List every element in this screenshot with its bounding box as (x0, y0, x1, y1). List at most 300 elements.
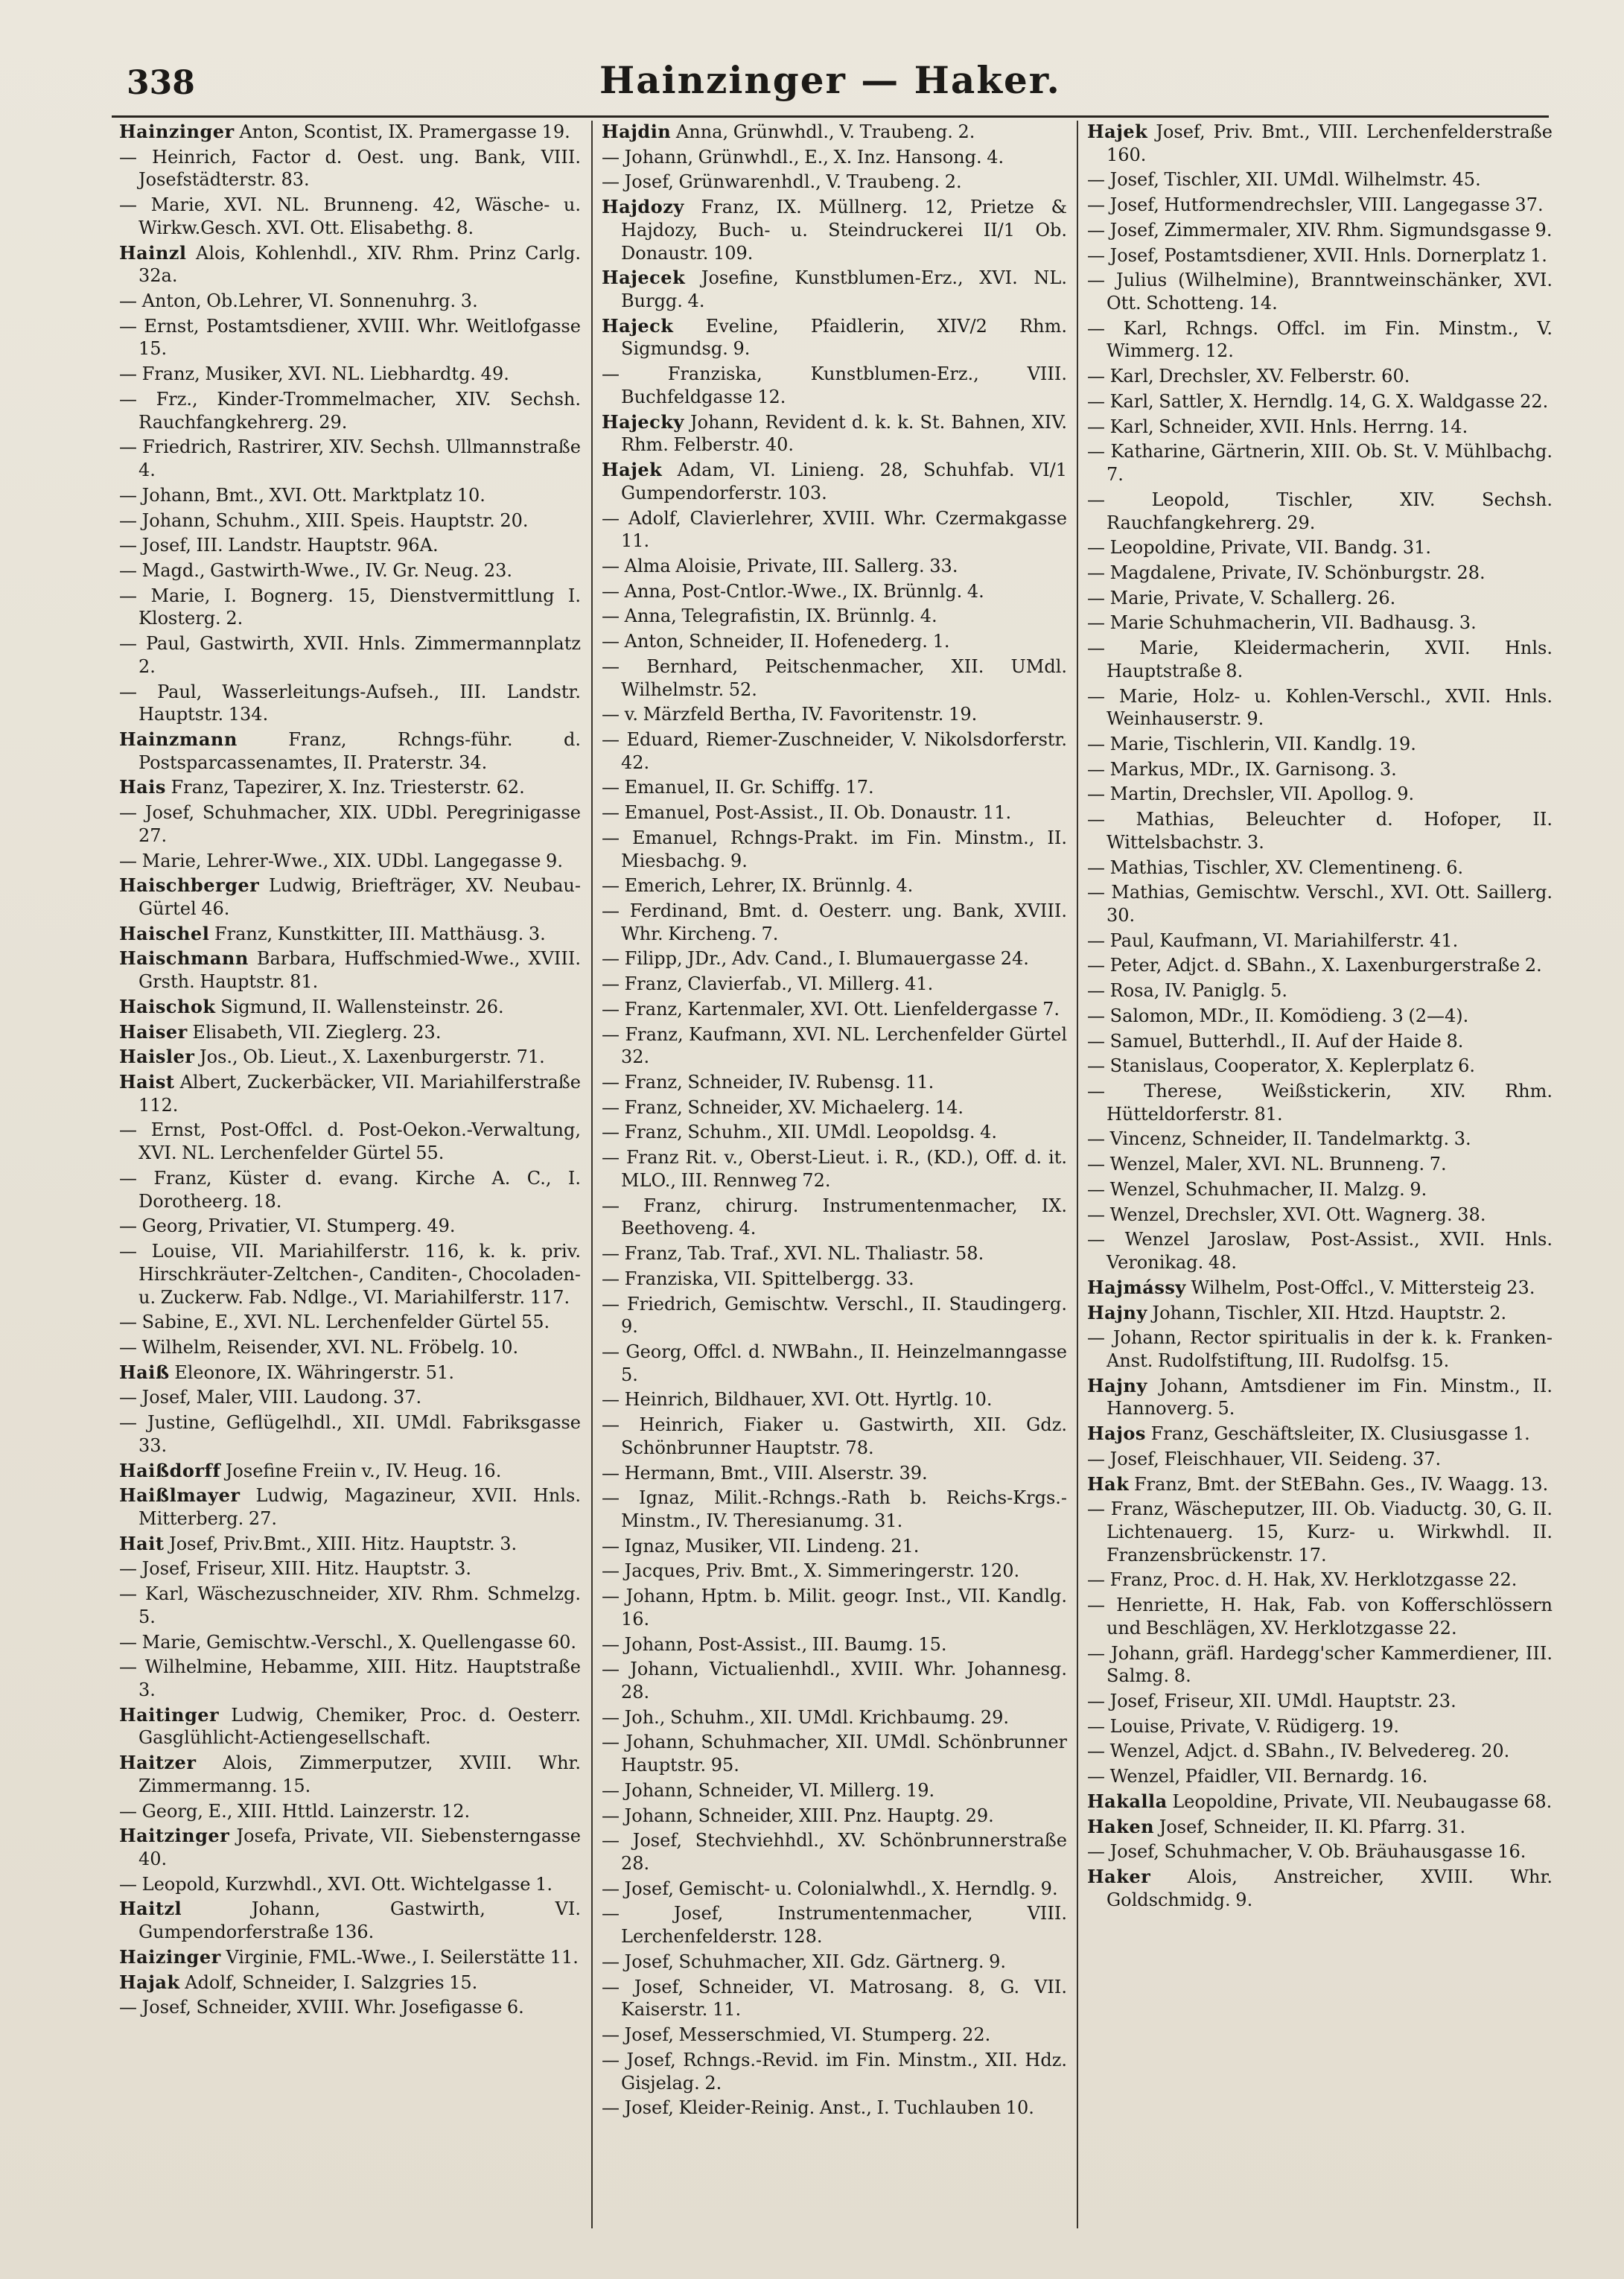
entry-text: — Heinrich, Fiaker u. Gastwirth, XII. Gdz. Schönbrunner Hauptstr. 78. (602, 1414, 1067, 1458)
entry-text: Johann, Amtsdiener im Fin. Minstm., II. Hannoverg. 5. (1106, 1375, 1553, 1420)
entry-text: — Franz, Schneider, IV. Rubensg. 11. (602, 1072, 934, 1093)
directory-entry (119, 194, 581, 239)
directory-entry (1087, 1840, 1553, 1863)
directory-entry (119, 121, 581, 144)
entry-surname: Haker (1087, 1866, 1151, 1888)
directory-entry (602, 1268, 1067, 1291)
directory-entry (1087, 1690, 1553, 1713)
directory-entry (119, 1873, 581, 1896)
directory-entry (602, 1902, 1067, 1948)
entry-text: — Josef, Schneider, XVIII. Whr. Josefigasse 6. (119, 1997, 524, 2018)
entry-text: — Franz, Schneider, XV. Michaelerg. 14. (602, 1096, 964, 1118)
directory-entry (602, 555, 1067, 578)
directory-entry (1087, 1498, 1553, 1566)
entry-text: Adam, VI. Linieng. 28, Schuhfab. VI/1 Gumpendorferstr. 103. (621, 460, 1067, 503)
entry-text: — Emanuel, Post-Assist., II. Ob. Donaustr. 11. (602, 802, 1012, 824)
directory-entry (602, 827, 1067, 872)
entry-text: Franz, Rchngs-führ. d. Postsparcassenamtes, II. Praterstr. 34. (138, 728, 581, 773)
directory-entry (1087, 1204, 1553, 1227)
entry-surname: Haißlmayer (119, 1484, 241, 1507)
entry-text: — Johann, Grünwhdl., E., X. Inz. Hansong. 4. (602, 146, 1004, 168)
directory-entry (602, 2097, 1067, 2120)
entry-text: — Johann, Post-Assist., III. Baumg. 15. (602, 1633, 947, 1655)
directory-entry (119, 1215, 581, 1238)
entry-text: — Heinrich, Factor d. Oest. ung. Bank, VIII. Josefstädterstr. 83. (119, 146, 581, 191)
directory-entry (602, 1023, 1067, 1069)
directory-entry (602, 655, 1067, 701)
directory-entry (119, 874, 581, 920)
entry-text: — Josef, Postamtsdiener, XVII. Hnls. Dornerplatz 1. (1087, 244, 1547, 266)
entry-text: — Franziska, VII. Spittelbergg. 33. (602, 1268, 914, 1289)
directory-entry (602, 1878, 1067, 1901)
directory-entry (119, 1557, 581, 1580)
directory-entry (1087, 219, 1553, 242)
entry-surname: Hajek (1087, 121, 1148, 142)
page-header (104, 58, 1556, 110)
entry-surname: Haischel (119, 922, 210, 944)
directory-entry (119, 388, 581, 433)
directory-entry (119, 1021, 581, 1044)
directory-entry (602, 900, 1067, 945)
directory-entry (602, 2024, 1067, 2047)
entry-text: Sigmund, II. Wallensteinstr. 26. (220, 996, 504, 1017)
directory-entry (602, 1146, 1067, 1192)
entry-text: — Karl, Sattler, X. Herndlg. 14, G. X. Waldgasse 22. (1087, 390, 1549, 412)
entry-text: — Leopold, Kurzwhdl., XVI. Ott. Wichtelgasse 1. (119, 1873, 553, 1895)
entry-text: — Josef, Friseur, XIII. Hitz. Hauptstr. 3. (119, 1558, 471, 1580)
entry-text: Jos., Ob. Lieut., X. Laxenburgerstr. 71. (200, 1046, 545, 1068)
entry-text: — Josef, Schuhmacher, V. Ob. Bräuhausgasse 16. (1087, 1841, 1526, 1863)
directory-entry (1087, 1277, 1553, 1300)
directory-entry (119, 290, 581, 313)
directory-entry (119, 1971, 581, 1994)
entry-text: — Ferdinand, Bmt. d. Oesterr. ung. Bank, XVIII. Whr. Kircheng. 7. (602, 900, 1067, 944)
directory-entry (119, 1167, 581, 1212)
directory-entry (1087, 929, 1553, 953)
directory-entry (119, 1631, 581, 1654)
directory-entry (1087, 954, 1553, 977)
entry-text: — Mathias, Tischler, XV. Clementineng. 6. (1087, 856, 1464, 878)
entry-text: — Wenzel Jaroslaw, Post-Assist., XVII. Hnls. Veronikag. 48. (1087, 1229, 1553, 1274)
directory-entry (602, 1805, 1067, 1828)
directory-entry (602, 703, 1067, 726)
entry-text: — Karl, Schneider, XVII. Hnls. Herrng. 14. (1087, 416, 1468, 437)
directory-entry (1087, 1375, 1553, 1420)
directory-entry (602, 146, 1067, 169)
entry-text: Barbara, Huffschmied-Wwe., XVIII. Grsth. Hauptstr. 81. (138, 948, 581, 993)
entry-text: — Frz., Kinder-Trommelmacher, XIV. Sechsh. Rauchfangkehrerg. 29. (119, 388, 581, 433)
directory-entry (1087, 1326, 1553, 1372)
directory-entry (1087, 1448, 1553, 1471)
directory-entry (1087, 194, 1553, 217)
entry-surname: Haißdorff (119, 1459, 221, 1481)
directory-entry (602, 171, 1067, 194)
directory-entry (119, 585, 581, 630)
entry-surname: Hajek (602, 459, 663, 481)
entry-text: — Karl, Rchngs. Offcl. im Fin. Minstm., V. Wimmerg. 12. (1087, 317, 1553, 362)
directory-entry (119, 776, 581, 799)
directory-entry (119, 1656, 581, 1701)
directory-entry (602, 2049, 1067, 2094)
page-number: 338 (127, 64, 195, 102)
directory-entry (602, 1096, 1067, 1119)
entry-text: — Anna, Post-Cntlor.-Wwe., IX. Brünnlg. 4. (602, 580, 984, 602)
directory-entry (602, 1633, 1067, 1656)
entry-text: — v. Märzfeld Bertha, IV. Favoritenstr. 19. (602, 704, 978, 725)
directory-entry (1087, 808, 1553, 854)
directory-entry (602, 1951, 1067, 1974)
directory-entry (1087, 1740, 1553, 1763)
entry-surname: Hajecek (602, 267, 686, 289)
entry-text: — Johann, Schneider, VI. Millerg. 19. (602, 1779, 935, 1801)
entry-surname: Hajeck (602, 314, 674, 337)
entry-text: Josefa, Private, VII. Siebensterngasse 40. (138, 1825, 581, 1870)
directory-entry (1087, 269, 1553, 314)
entry-text: — Emanuel, Rchngs-Prakt. im Fin. Minstm., II. Miesbachg. 9. (602, 827, 1067, 871)
entry-text: — Johann, Schuhm., XIII. Speis. Hauptstr. 20. (119, 509, 529, 531)
entry-text: — Josef, Schuhmacher, XII. Gdz. Gärtnerg. 9. (602, 1951, 1007, 1972)
entry-surname: Haist (119, 1071, 175, 1093)
directory-entry (1087, 611, 1553, 635)
entry-text: Albert, Zuckerbäcker, VII. Mariahilferstraße 112. (138, 1072, 581, 1116)
entry-text: — Josef, Rchngs.-Revid. im Fin. Minstm., XII. Hdz. Gisjelag. 2. (602, 2049, 1067, 2094)
directory-entry (1087, 1715, 1553, 1738)
directory-entry (602, 630, 1067, 653)
entry-text: — Alma Aloisie, Private, III. Sallerg. 33. (602, 555, 958, 576)
column-2 (602, 121, 1067, 2251)
header-rule (112, 115, 1549, 118)
directory-entry (119, 1046, 581, 1069)
directory-entry (602, 1731, 1067, 1776)
entry-surname: Hajos (1087, 1423, 1146, 1445)
entry-text: — Wenzel, Schuhmacher, II. Malzg. 9. (1087, 1178, 1427, 1200)
entry-text: — Josef, Hutformendrechsler, VIII. Langegasse 37. (1087, 194, 1544, 216)
directory-entry (1087, 881, 1553, 926)
directory-entry (1087, 587, 1553, 610)
directory-entry (1087, 1302, 1553, 1325)
directory-entry (119, 728, 581, 774)
entry-text: — Karl, Wäschezuschneider, XIV. Rhm. Schmelzg. 5. (119, 1583, 581, 1627)
directory-entry (1087, 979, 1553, 1002)
entry-text: — Anna, Telegrafistin, IX. Brünnlg. 4. (602, 605, 937, 627)
entry-text: — Josef, Stechviehhdl., XV. Schönbrunnerstraße 28. (602, 1830, 1067, 1875)
entry-text: Virginie, FML.-Wwe., I. Seilerstätte 11. (226, 1946, 579, 1968)
entry-text: — Marie, Gemischtw.-Verschl., X. Quellengasse 60. (119, 1631, 577, 1653)
entry-text: — Franz, Kaufmann, XVI. NL. Lerchenfelder Gürtel 32. (602, 1023, 1067, 1068)
entry-text: Ludwig, Chemiker, Proc. d. Oesterr. Gasglühlicht-Actiengesellschaft. (138, 1704, 581, 1749)
directory-entry (119, 509, 581, 533)
entry-text: — Johann, Schneider, XIII. Pnz. Hauptg. 29. (602, 1805, 994, 1826)
directory-entry (602, 315, 1067, 360)
entry-text: — Josef, Friseur, XII. UMdl. Hauptstr. 23. (1087, 1691, 1456, 1711)
entry-text: — Bernhard, Peitschenmacher, XII. UMdl. Wilhelmstr. 52. (602, 655, 1067, 700)
entry-text: Leopoldine, Private, VII. Neubaugasse 68. (1172, 1790, 1553, 1812)
entry-text: — Ernst, Postamtsdiener, XVIII. Whr. Weitlofgasse 15. (119, 315, 581, 360)
directory-entry (1087, 1594, 1553, 1639)
entry-text: — Marie, XVI. NL. Brunneng. 42, Wäsche- u. Wirkw.Gesch. XVI. Ott. Elisabethg. 8. (119, 194, 581, 238)
directory-entry (602, 1658, 1067, 1703)
directory-entry (602, 121, 1067, 144)
directory-entry (602, 1560, 1067, 1583)
entry-text: Alois, Zimmerputzer, XVIII. Whr. Zimmermanng. 15. (138, 1752, 581, 1796)
entry-text: — Anton, Schneider, II. Hofenederg. 1. (602, 631, 950, 652)
directory-entry (1087, 121, 1553, 166)
directory-entry (119, 146, 581, 191)
entry-text: — Julius (Wilhelmine), Branntweinschänker, XVI. Ott. Schotteng. 14. (1087, 270, 1553, 314)
directory-entry (602, 973, 1067, 996)
entry-surname: Haisler (119, 1046, 195, 1068)
entry-text: — Wenzel, Maler, XVI. NL. Brunneng. 7. (1087, 1154, 1447, 1175)
entry-text: — Markus, MDr., IX. Garnisong. 3. (1087, 758, 1397, 780)
directory-entry (602, 411, 1067, 457)
entry-text: — Ignaz, Musiker, VII. Lindeng. 21. (602, 1535, 920, 1557)
running-head: Hainzinger — Haker. (599, 58, 1061, 102)
entry-text: — Franz, Proc. d. H. Hak, XV. Herklotzgasse 22. (1087, 1569, 1518, 1591)
entry-text: Alois, Anstreicher, XVIII. Whr. Goldschmidg. 9. (1106, 1866, 1553, 1910)
entry-text: — Franz, Küster d. evang. Kirche A. C., I. Dorotheerg. 18. (119, 1167, 581, 1212)
entry-text: — Franziska, Kunstblumen-Erz., VIII. Buchfeldgasse 12. (602, 363, 1067, 407)
entry-text: — Adolf, Clavierlehrer, XVIII. Whr. Czermakgasse 11. (602, 507, 1067, 552)
entry-text: Franz, IX. Müllnerg. 12, Prietze & Hajdozy, Buch- u. Steindruckerei II/1 Ob. Donaustr. 109. (621, 197, 1067, 264)
directory-entry (119, 1311, 581, 1334)
entry-text: Eveline, Pfaidlerin, XIV/2 Rhm. Sigmundsg. 9. (621, 315, 1067, 360)
entry-surname: Hajny (1087, 1374, 1147, 1396)
directory-entry (602, 1242, 1067, 1265)
directory-entry (119, 1119, 581, 1164)
directory-entry (602, 196, 1067, 264)
entry-text: Josefine, Kunstblumen-Erz., XVI. NL. Burgg. 4. (621, 267, 1067, 312)
entry-text: — Joh., Schuhm., XII. UMdl. Krichbaumg. 29. (602, 1706, 1009, 1728)
entry-text: — Emerich, Lehrer, IX. Brünnlg. 4. (602, 875, 914, 897)
entry-surname: Hajak (119, 1971, 180, 1993)
entry-text: Anton, Scontist, IX. Pramergasse 19. (239, 121, 570, 142)
directory-entry (602, 1487, 1067, 1532)
directory-entry (1087, 637, 1553, 682)
directory-entry (602, 1195, 1067, 1240)
entry-text: — Johann, Victualienhdl., XVIII. Whr. Johannesg. 28. (602, 1659, 1067, 1703)
entry-text: — Jacques, Priv. Bmt., X. Simmeringerstr. 120. (602, 1560, 1020, 1582)
directory-entry (602, 1293, 1067, 1338)
entry-text: — Josef, Kleider-Reinig. Anst., I. Tuchlauben 10. (602, 2097, 1034, 2119)
entry-surname: Hait (119, 1532, 165, 1554)
entry-text: — Georg, Privatier, VI. Stumperg. 49. (119, 1215, 456, 1237)
directory-entry (602, 1462, 1067, 1485)
entry-surname: Hak (1087, 1472, 1130, 1495)
entry-text: — Marie, Lehrer-Wwe., XIX. UDbl. Langegasse 9. (119, 850, 563, 871)
directory-entry (1087, 390, 1553, 413)
entry-text: — Peter, Adjct. d. SBahn., X. Laxenburgerstraße 2. (1087, 955, 1542, 976)
directory-entry (119, 1898, 581, 1943)
directory-entry (1087, 168, 1553, 191)
entry-text: — Josef, III. Landstr. Hauptstr. 96A. (119, 535, 439, 556)
entry-text: — Franz Rit. v., Oberst-Lieut. i. R., (KD.), Off. d. it. MLO., III. Rennweg 72. (602, 1147, 1067, 1191)
entry-text: — Josef, Maler, VIII. Laudong. 37. (119, 1387, 422, 1408)
entry-text: — Josef, Schuhmacher, XIX. UDbl. Peregrinigasse 27. (119, 802, 581, 846)
directory-entry (602, 1341, 1067, 1386)
directory-entry (119, 1752, 581, 1797)
directory-entry (1087, 1055, 1553, 1078)
directory-entry (119, 996, 581, 1019)
directory-entry (602, 580, 1067, 603)
entry-text: — Wenzel, Drechsler, XVI. Ott. Wagnerg. 38. (1087, 1204, 1486, 1225)
column-3 (1087, 121, 1553, 2251)
directory-entry (1087, 783, 1553, 806)
directory-entry (602, 1976, 1067, 2021)
directory-entry (1087, 1765, 1553, 1788)
entry-text: — Stanislaus, Cooperator, X. Keplerplatz 6. (1087, 1055, 1475, 1077)
entry-text: Josef, Schneider, II. Kl. Pfarrg. 31. (1159, 1816, 1466, 1837)
directory-entry (119, 363, 581, 386)
entry-surname: Hakalla (1087, 1790, 1168, 1812)
entry-text: — Rosa, IV. Paniglg. 5. (1087, 980, 1287, 1002)
entry-text: — Josef, Grünwarenhdl., V. Traubeng. 2. (602, 171, 962, 193)
entry-text: — Franz, chirurg. Instrumentenmacher, IX. Beethoveng. 4. (602, 1195, 1067, 1239)
entry-text: — Wenzel, Adjct. d. SBahn., IV. Belvedereg. 20. (1087, 1741, 1510, 1762)
entry-text: — Franz, Wäscheputzer, III. Ob. Viaductg. 30, G. II. Lichtenauerg. 15, Kurz- u. Wirkwhdl. II. Franzensbrückenstr. 17. (1087, 1498, 1553, 1566)
directory-entry (1087, 1790, 1553, 1814)
entry-text: Wilhelm, Post-Offcl., V. Mittersteig 23. (1191, 1277, 1535, 1298)
directory-entry (119, 1336, 581, 1359)
directory-entry (1087, 1128, 1553, 1151)
entry-surname: Haitinger (119, 1703, 220, 1726)
entry-text: Eleonore, IX. Währingerstr. 51. (174, 1361, 454, 1383)
directory-entry (602, 1829, 1067, 1875)
entry-surname: Haiß (119, 1361, 170, 1383)
entry-surname: Haischok (119, 995, 216, 1017)
entry-text: — Johann, gräfl. Hardegg'scher Kammerdiener, III. Salmg. 8. (1087, 1642, 1553, 1687)
entry-text: — Marie, Tischlerin, VII. Kandlg. 19. (1087, 733, 1416, 754)
entry-text: Franz, Bmt. der StEBahn. Ges., IV. Waagg. 13. (1134, 1473, 1549, 1495)
entry-text: — Paul, Wasserleitungs-Aufseh., III. Landstr. Hauptstr. 134. (119, 681, 581, 725)
entry-text: — Magdalene, Private, IV. Schönburgstr. 28. (1087, 562, 1486, 583)
entry-text: Josef, Priv. Bmt., VIII. Lerchenfelderstraße 160. (1106, 121, 1553, 165)
entry-text: — Vincenz, Schneider, II. Tandelmarktg. 3. (1087, 1128, 1471, 1150)
directory-entry (1087, 1866, 1553, 1911)
entry-text: Ludwig, Briefträger, XV. Neubau-Gürtel 46. (138, 875, 581, 919)
directory-entry (602, 605, 1067, 628)
entry-text: Anna, Grünwhdl., V. Traubeng. 2. (675, 121, 975, 142)
directory-entry (602, 1779, 1067, 1802)
entry-text: — Magd., Gastwirth-Wwe., IV. Gr. Neug. 23. (119, 559, 513, 581)
directory-entry (119, 1583, 581, 1628)
entry-text: — Marie, Holz- u. Kohlen-Verschl., XVII. Hnls. Weinhauserstr. 9. (1087, 685, 1553, 730)
entry-text: — Josef, Gemischt- u. Colonialwhdl., X. Herndlg. 9. (602, 1878, 1058, 1899)
directory-entry (1087, 244, 1553, 267)
entry-surname: Hajecky (602, 410, 684, 433)
directory-entry (119, 1386, 581, 1409)
directory-entry (119, 1533, 581, 1556)
directory-entry (119, 1800, 581, 1823)
entry-text: — Marie, Kleidermacherin, XVII. Hnls. Hauptstraße 8. (1087, 638, 1553, 681)
entry-text: — Johann, Schuhmacher, XII. UMdl. Schönbrunner Hauptstr. 95. (602, 1732, 1067, 1776)
directory-entry (1087, 1423, 1553, 1446)
directory-entry (119, 1996, 581, 2019)
directory-entry (1087, 440, 1553, 486)
entry-text: — Josef, Instrumentenmacher, VIII. Lerchenfelderstr. 128. (602, 1903, 1067, 1948)
directory-entry (602, 1071, 1067, 1094)
directory-entry (1087, 536, 1553, 559)
entry-surname: Hajdin (602, 121, 672, 142)
directory-entry (602, 776, 1067, 799)
directory-entry (119, 1071, 581, 1116)
directory-entry (602, 1706, 1067, 1729)
directory-entry (602, 267, 1067, 312)
entry-text: Ludwig, Magazineur, XVII. Hnls. Mitterberg. 27. (138, 1485, 581, 1529)
entry-text: — Friedrich, Rastrirer, XIV. Sechsh. Ullmannstraße 4. (119, 436, 581, 481)
entry-text: — Marie, I. Bognerg. 15, Dienstvermittlung I. Klosterg. 2. (119, 585, 581, 629)
entry-text: — Josef, Schneider, VI. Matrosang. 8, G. VII. Kaiserstr. 11. (602, 1976, 1067, 2021)
entry-text: — Ignaz, Milit.-Rchngs.-Rath b. Reichs-Krgs.-Minstm., IV. Theresianumg. 31. (602, 1487, 1067, 1531)
entry-text: Franz, Kunstkitter, III. Matthäusg. 3. (214, 923, 546, 944)
directory-entry (602, 801, 1067, 824)
entry-text: — Eduard, Riemer-Zuschneider, V. Nikolsdorferstr. 42. (602, 728, 1067, 773)
directory-entry (1087, 1005, 1553, 1028)
directory-entry (119, 632, 581, 678)
directory-entry (602, 1535, 1067, 1558)
directory-entry (1087, 1642, 1553, 1688)
entry-text: Johann, Gastwirth, VI. Gumpendorferstraße 136. (138, 1898, 581, 1943)
entry-surname: Haischmann (119, 947, 249, 970)
entry-text: — Anton, Ob.Lehrer, VI. Sonnenuhrg. 3. (119, 290, 478, 312)
entry-text: — Emanuel, II. Gr. Schiffg. 17. (602, 777, 874, 798)
entry-text: — Leopoldine, Private, VII. Bandg. 31. (1087, 537, 1432, 559)
entry-text: — Hermann, Bmt., VIII. Alserstr. 39. (602, 1462, 928, 1484)
entry-text: — Josef, Fleischhauer, VII. Seideng. 37. (1087, 1448, 1442, 1469)
entry-text: — Heinrich, Bildhauer, XVI. Ott. Hyrtlg. 10. (602, 1389, 993, 1411)
directory-entry (119, 1411, 581, 1457)
directory-entry (1087, 365, 1553, 388)
directory-entry (1087, 317, 1553, 363)
entry-text: — Franz, Musiker, XVI. NL. Liebhardtg. 49. (119, 363, 509, 385)
directory-entry (1087, 489, 1553, 534)
entry-surname: Haitzinger (119, 1825, 230, 1847)
entry-text: Johann, Revident d. k. k. St. Bahnen, XIV. Rhm. Felberstr. 40. (621, 411, 1067, 456)
directory-entry (1087, 856, 1553, 880)
directory-entry (1087, 733, 1553, 756)
entry-text: — Martin, Drechsler, VII. Apollog. 9. (1087, 783, 1415, 805)
entry-text: — Salomon, MDr., II. Komödieng. 3 (2—4). (1087, 1005, 1469, 1026)
entry-text: Adolf, Schneider, I. Salzgries 15. (185, 1971, 478, 1993)
entry-text: — Johann, Bmt., XVI. Ott. Marktplatz 10. (119, 484, 485, 506)
entry-text: — Therese, Weißstickerin, XIV. Rhm. Hütteldorferstr. 81. (1087, 1081, 1553, 1125)
entry-text: — Paul, Gastwirth, XVII. Hnls. Zimmermannplatz 2. (119, 633, 581, 677)
entry-text: — Wilhelm, Reisender, XVI. NL. Fröbelg. 10. (119, 1336, 519, 1358)
entry-text: — Georg, E., XIII. Httld. Lainzerstr. 12. (119, 1800, 471, 1822)
directory-entry (119, 801, 581, 847)
entry-text: Franz, Geschäftsleiter, IX. Clusiusgasse 1. (1150, 1423, 1530, 1445)
directory-entry (119, 484, 581, 507)
entry-text: Josefine Freiin v., IV. Heug. 16. (225, 1460, 502, 1481)
directory-entry (602, 947, 1067, 970)
directory-entry (602, 874, 1067, 897)
directory-entry (1087, 1153, 1553, 1176)
directory-entry (119, 242, 581, 287)
directory-entry (602, 1414, 1067, 1459)
directory-entry (119, 947, 581, 993)
directory-entry (119, 1361, 581, 1385)
entry-text: — Karl, Drechsler, XV. Felberstr. 60. (1087, 366, 1410, 387)
column-divider (1077, 121, 1078, 2228)
directory-entry (1087, 685, 1553, 731)
entry-text: Elisabeth, VII. Zieglerg. 23. (192, 1021, 442, 1043)
directory-entry (119, 315, 581, 360)
entry-surname: Haizinger (119, 1945, 221, 1968)
directory-entry (1087, 1178, 1553, 1201)
entry-surname: Hais (119, 776, 166, 798)
entry-surname: Hainzl (119, 241, 187, 264)
entry-text: — Paul, Kaufmann, VI. Mariahilferstr. 41. (1087, 929, 1459, 951)
directory-entry (1087, 1030, 1553, 1053)
